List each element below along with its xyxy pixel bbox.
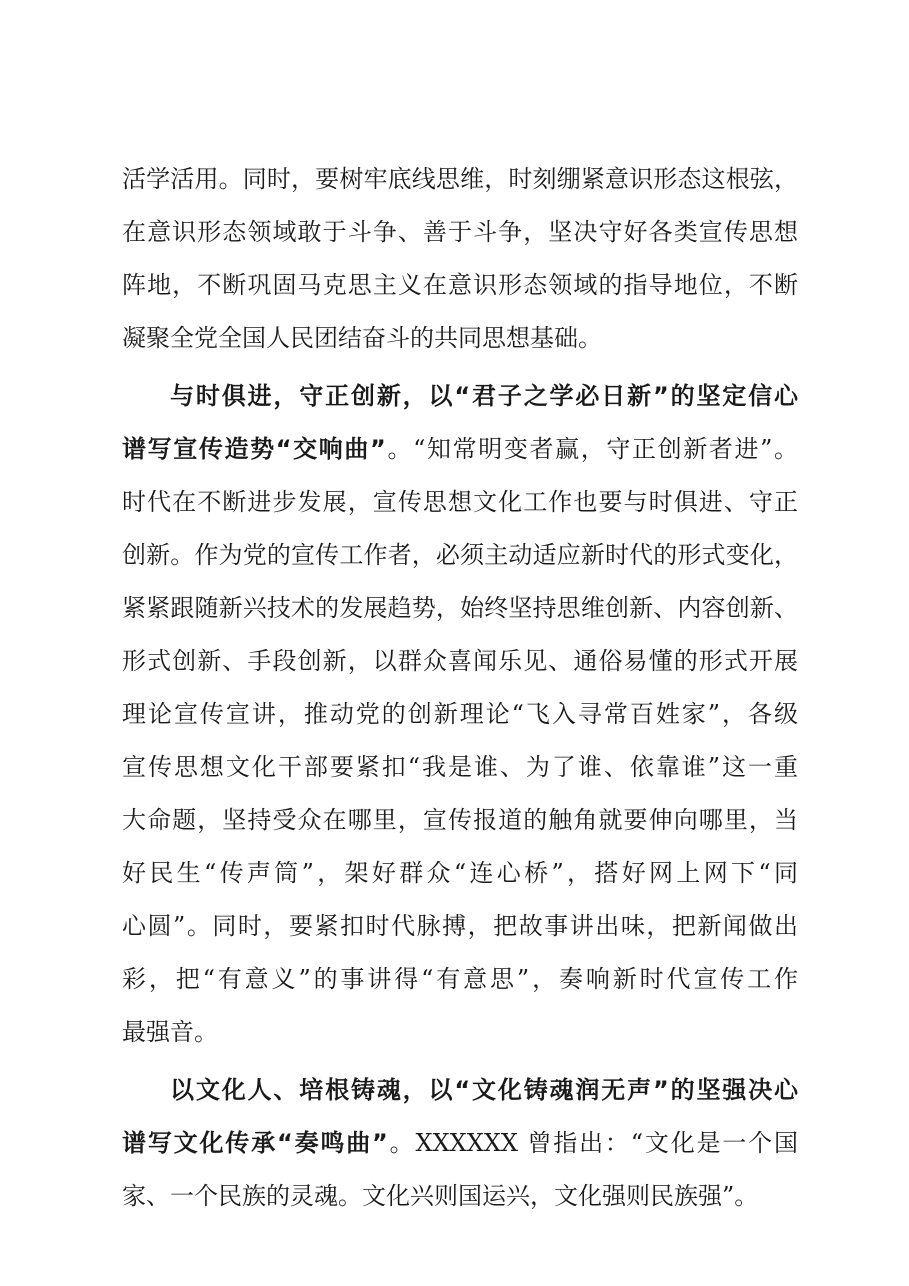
paragraph-line — [122, 1173, 798, 1219]
body-text: 彩，把“有意义”的事讲得“有意思”，奏响新时代宣传工作 — [122, 965, 798, 993]
body-text: 凝聚全党全国人民团结奋斗的共同思想基础。 — [122, 324, 602, 352]
paragraph-line — [122, 638, 798, 684]
body-text: 阵地，不断巩固马克思主义在意识形态领域的指导地位，不断 — [122, 271, 798, 299]
paragraph-line — [122, 156, 798, 202]
body-text: 形式创新、手段创新，以群众喜闻乐见、通俗易懂的形式开展 — [122, 647, 798, 675]
paragraph-line — [122, 903, 798, 949]
body-text: 活学活用。同时，要树牢底线思维，时刻绷紧意识形态这根弦， — [122, 165, 798, 193]
paragraph-line — [122, 797, 798, 843]
paragraph-line — [122, 209, 798, 255]
body-text: 好民生“传声筒”，架好群众“连心桥”，搭好网上网下“同 — [122, 859, 798, 887]
paragraph-line — [122, 691, 798, 737]
body-text: 时代在不断进步发展，宣传思想文化工作也要与时俱进、守正 — [122, 488, 798, 516]
paragraph-line — [122, 585, 798, 631]
body-text: 大命题，坚持受众在哪里，宣传报道的触角就要伸向哪里，当 — [122, 806, 798, 834]
paragraph-line — [122, 744, 798, 790]
body-text: 创新。作为党的宣传工作者，必须主动适应新时代的形式变化， — [122, 541, 798, 569]
paragraph-line — [122, 1009, 798, 1055]
paragraph-line — [122, 1120, 798, 1166]
bold-heading-text: 与时俱进，守正创新，以“君子之学必日新”的坚定信心 — [170, 382, 798, 410]
body-text: 家、一个民族的灵魂。文化兴则国运兴，文化强则民族强”。 — [122, 1182, 759, 1210]
body-text: 。XXXXXX 曾指出：“文化是一个国 — [387, 1129, 798, 1157]
bold-heading-text: 以文化人、培根铸魂，以“文化铸魂润无声”的坚强决心 — [170, 1076, 798, 1104]
body-text: 理论宣传宣讲，推动党的创新理论“飞入寻常百姓家”，各级 — [122, 700, 798, 728]
paragraph-line — [170, 1067, 798, 1113]
paragraph-line — [122, 262, 798, 308]
paragraph-line — [170, 373, 798, 419]
body-text: 宣传思想文化干部要紧扣“我是谁、为了谁、依靠谁”这一重 — [122, 753, 798, 781]
body-text: 在意识形态领域敢于斗争、善于斗争，坚决守好各类宣传思想 — [122, 218, 798, 246]
paragraph-line — [122, 850, 798, 896]
paragraph-line — [122, 426, 798, 472]
body-text: 最强音。 — [122, 1018, 218, 1046]
paragraph-line — [122, 956, 798, 1002]
body-text: 紧紧跟随新兴技术的发展趋势，始终坚持思维创新、内容创新、 — [122, 594, 798, 622]
paragraph-line — [122, 315, 798, 361]
body-text: 。“知常明变者赢，守正创新者进”。 — [385, 435, 798, 463]
paragraph-line — [122, 479, 798, 525]
paragraph-line — [122, 532, 798, 578]
body-text: 心圆”。同时，要紧扣时代脉搏，把故事讲出味，把新闻做出 — [122, 912, 798, 940]
bold-heading-text: 谱写宣传造势“交响曲” — [122, 435, 386, 463]
bold-heading-text: 谱写文化传承“奏鸣曲” — [122, 1129, 388, 1157]
